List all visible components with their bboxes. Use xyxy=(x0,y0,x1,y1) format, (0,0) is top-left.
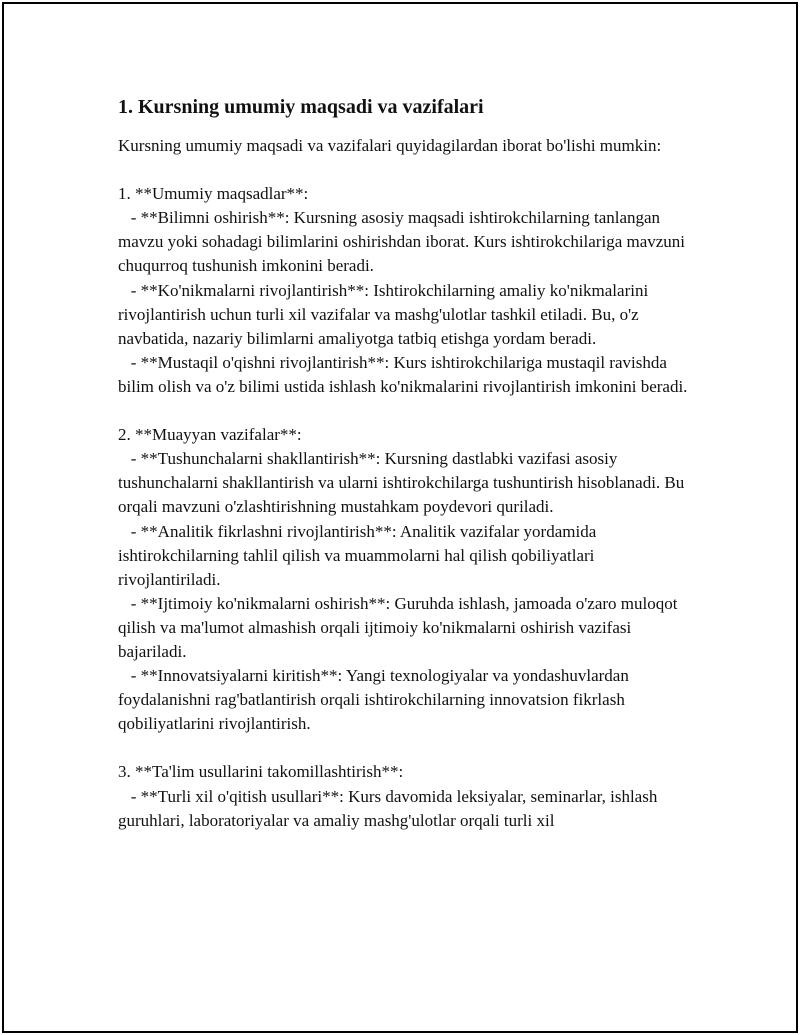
document-content xyxy=(118,94,690,833)
section-heading: 1. Kursning umumiy maqsadi va vazifalari xyxy=(118,96,484,118)
body-text: Kursning umumiy maqsadi va vazifalari quyidagilardan iborat bo'lishi mumkin: 1. **Umumiy maqsadlar**: - **Bilimni oshirish**: Kursning asosiy maqsadi ishtirokchilarning tanlangan mavzu yoki sohadagi bilimlarini oshirishdan iborat. Kurs ishtirokchilariga mavzuni chuqurroq tushunish imkonini beradi. - **Ko'nikmalarni rivojlantirish**: Ishtirokchilarning amaliy ko'nikmalarini rivojlantirish uchun turli xil vazifalar va mashg'ulotlar tashkil etiladi. Bu, o'z navbatida, nazariy bilimlarni amaliyotga tatbiq etishga yordam beradi. - **Mustaqil o'qishni rivojlantirish**: Kurs ishtirokchilariga mustaqil ravishda bilim olish va o'z bilimi ustida ishlash ko'nikmalarini rivojlantirish imkonini beradi. 2. **Muayyan vazifalar**: - **Tushunchalarni shakllantirish**: Kursning dastlabki vazifasi asosiy tushunchalarni shakllantirish va ularni ishtirokchilarga tushuntirish hisoblanadi. Bu orqali mavzuni o'zlashtirishning mustahkam poydevori quriladi. - **Analitik fikrlashni rivojlantirish**: Analitik vazifalar yordamida ishtirokchilarning tahlil qilish va muammolarni hal qilish qobiliyatlari rivojlantiriladi. - **Ijtimoiy ko'nikmalarni oshirish**: Guruhda ishlash, jamoada o'zaro muloqot qilish va ma'lumot almashish orqali ijtimoiy ko'nikmalarni oshirish vazifasi bajariladi. - **Innovatsiyalarni kiritish**: Yangi texnologiyalar va yondashuvlardan foydalanishni rag'batlantirish orqali ishtirokchilarning innovatsion fikrlash qobiliyatlarini rivojlantirish. 3. **Ta'lim usullarini takomillashtirish**: - **Turli xil o'qitish usullari**: Kurs davomida leksiyalar, seminarlar, ishlash guruhlari, laboratoriyalar va amaliy mashg'ulotlar orqali turli xil xyxy=(118,136,688,830)
